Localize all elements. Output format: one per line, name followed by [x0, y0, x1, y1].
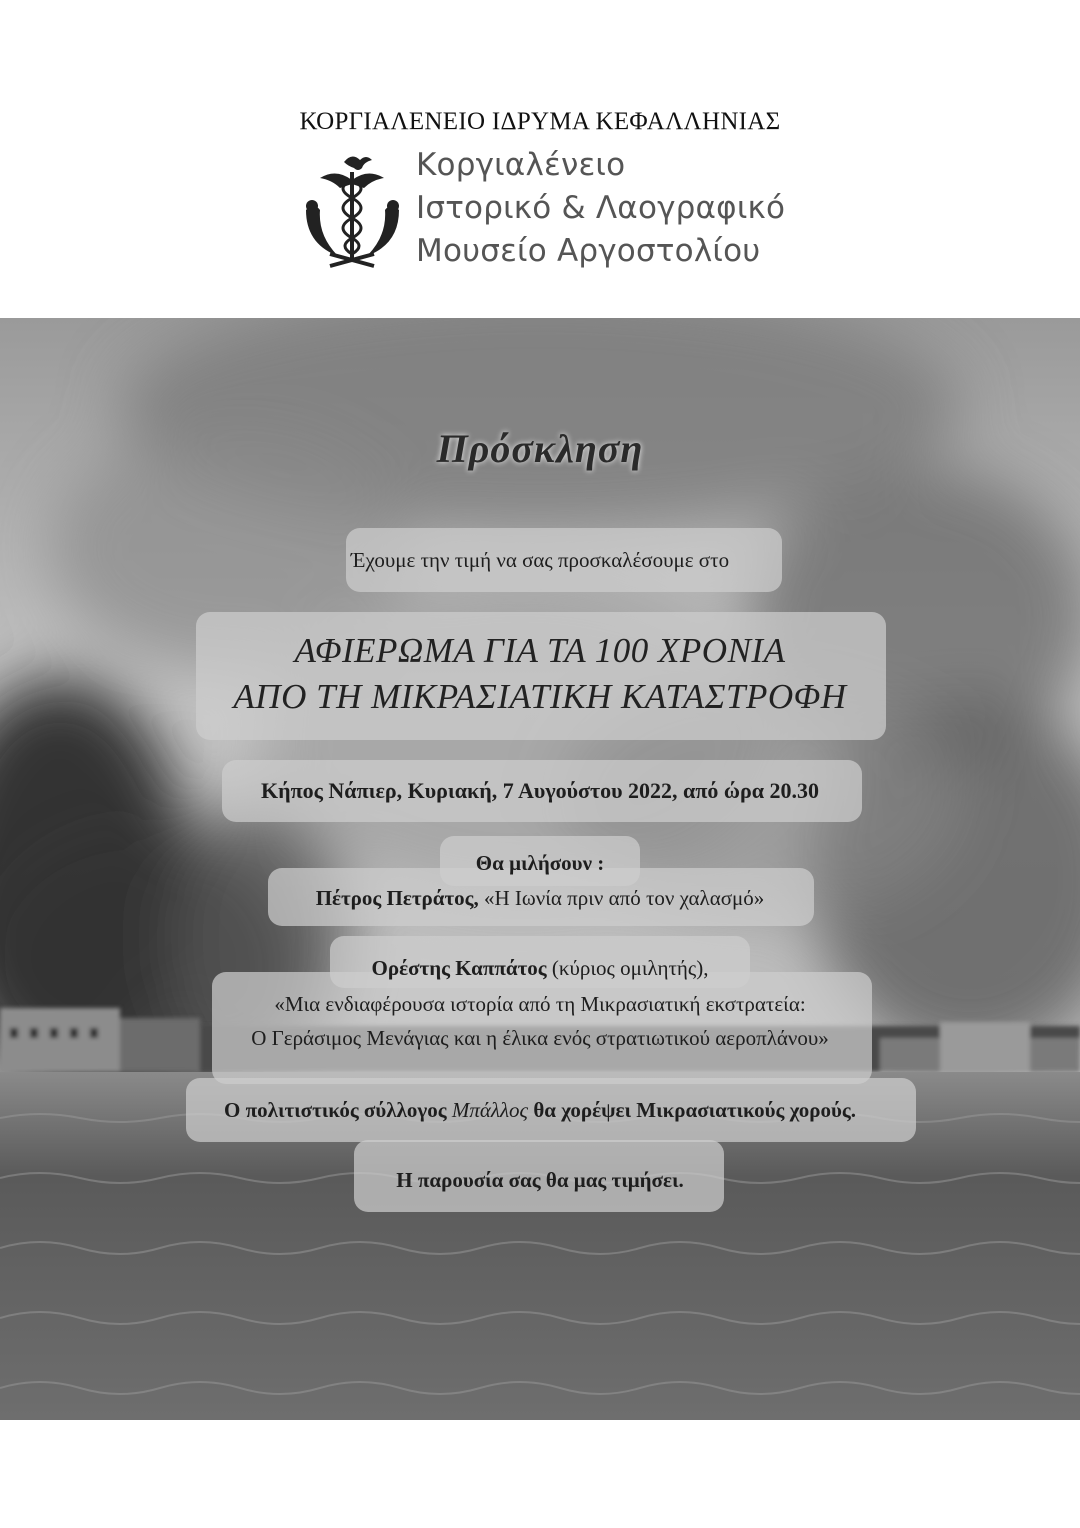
- bottom-margin: [0, 1420, 1080, 1528]
- museum-name-line: Κοργιαλένειο: [416, 147, 626, 183]
- speakers-heading: Θα μιλήσουν :: [475, 851, 605, 875]
- museum-name: [416, 144, 785, 273]
- foundation-name: ΚΟΡΓΙΑΛΕΝΕΙΟ ΙΔΡΥΜΑ ΚΕΦΑΛΛΗΝΙΑΣ: [299, 108, 781, 135]
- caduceus-cornucopia-emblem-icon: [300, 150, 405, 270]
- speaker-2-talk-line: «Μια ενδιαφέρουσα ιστορία από τη Μικρασιατική εκστρατεία:: [274, 992, 806, 1016]
- speaker-1-name: Πέτρος Πετράτος,: [315, 886, 479, 910]
- museum-name-line: Μουσείο Αργοστολίου: [416, 233, 761, 269]
- speaker-2-talk-line: Ο Γεράσιμος Μενάγιας και η έλικα ενός στρατιωτικού αεροπλάνου»: [251, 1026, 829, 1050]
- closing-text: Η παρουσία σας θα μας τιμήσει.: [396, 1168, 684, 1192]
- dance-group-name: Μπάλλος: [451, 1098, 529, 1122]
- event-title: [0, 628, 1080, 720]
- dance-announcement: [0, 1098, 1080, 1123]
- intro-text: Έχουμε την τιμή να σας προσκαλέσουμε στο: [350, 548, 730, 572]
- event-title-line: ΑΦΙΕΡΩΜΑ ΓΙΑ ΤΑ 100 ΧΡΟΝΙΑ: [294, 631, 786, 670]
- speaker-1: [0, 886, 1080, 911]
- dance-text: θα χορέψει Μικρασιατικούς χορούς.: [528, 1098, 856, 1122]
- header: [0, 0, 1080, 318]
- event-title-line: ΑΠΟ ΤΗ ΜΙΚΡΑΣΙΑΤΙΚΗ ΚΑΤΑΣΤΡΟΦΗ: [233, 677, 847, 716]
- venue-date-time: Κήπος Νάπιερ, Κυριακή, 7 Αυγούστου 2022, από ώρα 20.30: [260, 778, 820, 803]
- speaker-2: [0, 956, 1080, 981]
- speaker-2-role: (κύριος ομιλητής),: [546, 956, 709, 980]
- invitation-title: Πρόσκληση: [436, 426, 644, 471]
- museum-name-line: Ιστορικό & Λαογραφικό: [416, 190, 786, 226]
- speaker-1-talk: «Η Ιωνία πριν από τον χαλασμό»: [478, 886, 765, 910]
- speaker-2-name: Ορέστης Καππάτος: [371, 956, 547, 980]
- dance-text: Ο πολιτιστικός σύλλογος: [224, 1098, 452, 1122]
